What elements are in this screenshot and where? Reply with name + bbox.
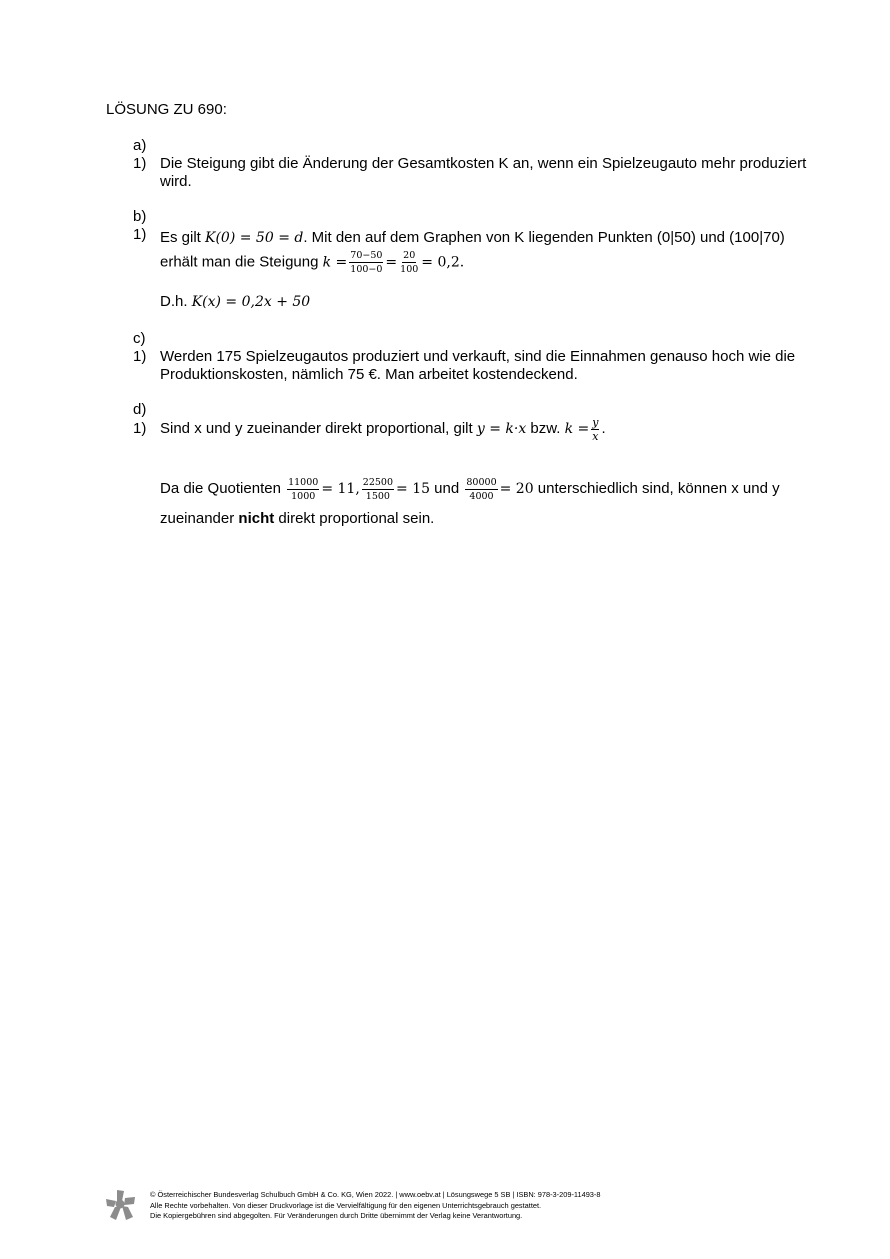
part-b-fraction-1 [349,250,383,275]
part-d-quot-text-3: unterschiedlich sind, können x und y zueinander [160,480,780,527]
fraction-denominator: 1500 [365,490,390,502]
fraction-denominator: 4000 [469,490,494,502]
part-b-fraction-2 [399,250,419,275]
part-d-label: d) [133,401,147,418]
part-c-item-number: 1) [133,348,147,365]
part-d-quotient-1 [287,477,319,502]
part-a-item-number: 1) [133,155,147,172]
fraction-numerator: 20 [403,250,416,261]
part-a-answer: Die Steigung gibt die Änderung der Gesamtkosten K an, wenn ein Spielzeugauto mehr produziert wird. [160,155,807,190]
fraction-denominator: 100−0 [350,264,383,275]
footer-line-1: © Österreichischer Bundesverlag Schulbuch GmbH & Co. KG, Wien 2022. | www.oebv.at | Lösungswege 5 SB | ISBN: 978-3-209-11493-8 [150,1190,601,1199]
part-b-result: = 0,2. [421,254,465,271]
part-d-quot-result-1: = 11, [321,481,360,497]
part-d-quotient-3 [465,477,497,502]
fraction-denominator: 1000 [291,490,316,502]
part-d-quot-result-2: = 15 [396,481,431,497]
footer-line-3: Die Kopiergebühren sind abgegolten. Für Veränderungen durch Dritte übernimmt der Verlag keine Verantwortung. [150,1211,523,1220]
fraction-denominator: 100 [400,264,419,275]
part-b-text-1: Es gilt [160,229,206,246]
part-d-quot-result-3: = 20 [499,481,534,497]
fraction-numerator: 11000 [288,476,319,488]
part-b-text-2: . Mit den auf dem Graphen von K liegenden Punkten (0|50) und (100|70) erhält man die Steigung [160,229,785,271]
part-d-quot-text-4: direkt proportional sein. [274,510,435,527]
part-d-text-1: Sind x und y zueinander direkt proportional, gilt [160,420,477,437]
part-d-formula-k: k = [564,421,590,437]
part-d-quot-text-1: Da die Quotienten [160,480,286,497]
part-d-answer-1 [160,414,820,444]
part-b-equals: = [385,254,398,271]
part-d-dot: . [601,420,606,437]
part-c-answer: Werden 175 Spielzeugautos produziert und verkauft, sind die Einnahmen genauso hoch wie die Produktionskosten, nämlich 75 €. Man arbeitet kostendeckend. [160,348,796,383]
part-b-dh: D.h. [160,293,192,310]
part-d-fraction-yx [591,417,599,442]
page-title: LÖSUNG ZU 690: [106,101,227,118]
part-b-item-number: 1) [133,226,147,243]
part-d-answer-2 [160,474,820,534]
part-b-function [160,293,820,311]
part-c-label: c) [133,330,146,347]
fraction-numerator: 22500 [362,476,394,488]
fraction-numerator: 80000 [466,476,497,488]
oebv-logo-icon [104,1189,136,1221]
part-d-item-number: 1) [133,420,147,437]
part-d-formula-y: y = k·x [476,421,527,437]
part-b-answer [160,226,820,275]
fraction-numerator: 70−50 [350,250,383,261]
fraction-numerator: y [592,415,599,429]
part-b-formula-k0: K(0) = 50 = d [205,230,304,246]
part-b-label: b) [133,208,147,225]
part-a-label: a) [133,137,147,154]
part-d-text-2: bzw. [526,420,565,437]
part-b-formula-k: k = [322,254,348,271]
footer-copyright [150,1190,790,1222]
fraction-denominator: x [592,429,599,443]
part-d-emphasis-nicht: nicht [238,510,275,527]
footer-line-2: Alle Rechte vorbehalten. Von dieser Druckvorlage ist die Vervielfältigung für den eigenen Unterrichtsgebrauch gestattet. [150,1200,542,1210]
part-d-quotient-2 [362,477,394,502]
part-d-quot-text-2: und [430,480,464,497]
part-b-formula-function: K(x) = 0,2x + 50 [191,294,311,310]
